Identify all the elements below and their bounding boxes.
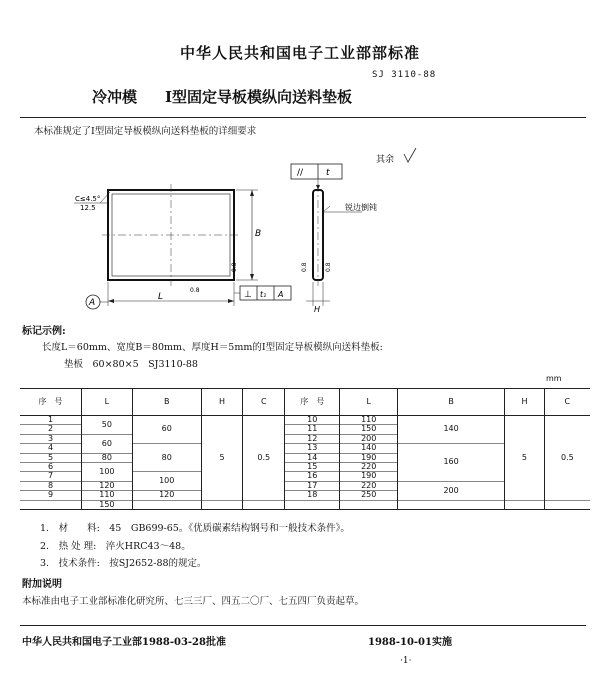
marking-line-1: 长度L＝60mm、宽度B＝80mm、厚度H＝5mm的Ⅰ型固定导板模纵向送料垫板: — [42, 342, 383, 353]
requirement-2: 2. 热 处 理: 淬火HRC43～48。 — [40, 541, 191, 552]
roughness-note: 其余 — [376, 155, 395, 165]
perp-datum: A — [278, 290, 284, 299]
roughness-symbol — [404, 148, 416, 162]
table-unit: mm — [546, 374, 562, 383]
col-C-2: C — [544, 389, 590, 416]
col-seq-2: 序 号 — [285, 389, 340, 416]
header-divider — [20, 117, 586, 118]
roughness-a-bottom: 0.8 — [190, 287, 200, 294]
col-H-2: H — [505, 389, 545, 416]
chamfer-sub: 12.5 — [80, 204, 96, 212]
table-row: 150 — [20, 500, 590, 509]
perp-tol: t₁ — [260, 290, 267, 299]
appendix-text: 本标准由电子工业部标准化研究所、七三三厂、四五二〇厂、七五四厂负责起草。 — [22, 596, 365, 607]
col-L-2: L — [340, 389, 398, 416]
table-row: 8 120 17 220 200 — [20, 481, 590, 490]
page-number: ·1· — [400, 656, 412, 666]
col-C: C — [243, 389, 285, 416]
col-seq: 序 号 — [20, 389, 82, 416]
col-B: B — [132, 389, 201, 416]
perp-symbol: ⊥ — [244, 290, 252, 300]
col-H: H — [201, 389, 243, 416]
table-header-row — [20, 389, 590, 416]
table-row: 3 60 12 200 — [20, 434, 590, 443]
spec-table — [20, 388, 590, 510]
document-title — [92, 86, 380, 107]
footer-divider — [20, 625, 586, 626]
requirement-3: 3. 技术条件: 按SJ2652-88的规定。 — [40, 558, 207, 569]
footer-effective: 1988-10-01实施 — [368, 637, 452, 648]
standard-title: 中华人民共和国电子工业部部标准 — [179, 44, 420, 62]
dim-length: L — [158, 292, 164, 302]
dim-width: B — [255, 229, 262, 239]
parallel-tol: t — [326, 168, 330, 178]
marking-heading: 标记示例: — [22, 326, 66, 337]
roughness-a-side-right: 0.8 — [325, 262, 332, 272]
intro-text: 本标准规定了Ⅰ型固定导板模纵向送料垫板的详细要求 — [34, 126, 257, 137]
table-row: 6 100 15 220 — [20, 463, 590, 472]
col-L: L — [82, 389, 133, 416]
table-row: 9 110 120 18 250 — [20, 491, 590, 500]
parallel-symbol: // — [297, 168, 304, 178]
marking-line-2: 垫板 60×80×5 SJ3110-88 — [64, 359, 198, 370]
chamfer-label: C≤4.5° — [75, 195, 101, 203]
dim-height: H — [314, 305, 321, 314]
col-B-2: B — [397, 389, 504, 416]
datum-label: A — [89, 298, 96, 308]
table-row: 4 80 13 140 160 — [20, 444, 590, 453]
requirement-1: 1. 材 料: 45 GB699-65。《优质碳素结构钢号和一般技术条件》。 — [40, 523, 350, 534]
roughness-a-side-left: 0.8 — [301, 262, 308, 272]
table-row: 5 80 14 190 — [20, 453, 590, 462]
footer-approval: 中华人民共和国电子工业部1988-03-28批准 — [22, 637, 226, 648]
table-row: 1 50 60 5 0.5 10 110 140 5 0.5 — [20, 416, 590, 425]
roughness-a-left: 0.8 — [231, 262, 238, 272]
edge-label: 锐边倒钝 — [345, 203, 377, 212]
table-row: 2 11 150 — [20, 425, 590, 434]
part-category: 冷冲模 — [92, 88, 138, 106]
appendix-heading: 附加说明 — [22, 579, 62, 590]
technical-drawing — [0, 140, 600, 320]
standard-number: SJ 3110-88 — [372, 70, 437, 80]
part-name: Ⅰ型固定导板模纵向送料垫板 — [165, 88, 353, 106]
table-row: 7 100 16 190 — [20, 472, 590, 481]
